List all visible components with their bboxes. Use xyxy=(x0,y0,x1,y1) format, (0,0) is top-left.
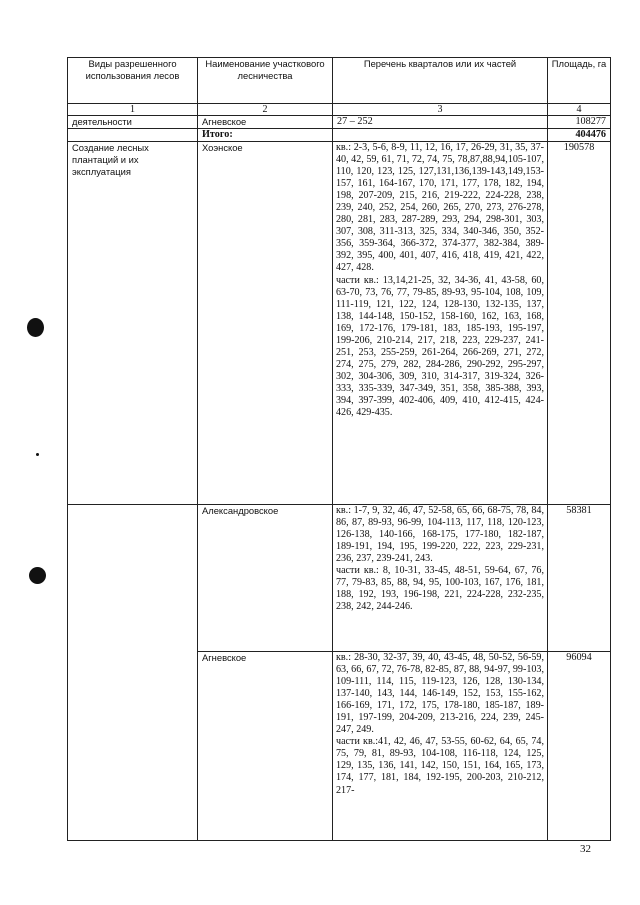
use-type-cell: деятельности xyxy=(68,116,198,129)
forestry-cell: Агневское xyxy=(198,652,333,841)
quarters-cell xyxy=(333,142,548,505)
page-number: 32 xyxy=(580,843,591,855)
quarters-full: кв.: 28-30, 32-37, 39, 40, 43-45, 48, 50-52, 56-59, 63, 66, 67, 72, 76-78, 82-85, 87, 88, 94-97, 99-103, 109-111, 114, 115, 119-123, 126, 128, 130-134, 137-140, 143, 144, 146-149, 152, 153, 155-162, 166-169, 171, 172, 175, 178-180, 185-187, 189-191, 197-199, 204-209, 213-216, 224, 239, 245-247, 249. xyxy=(336,652,544,736)
quarters-cell xyxy=(333,505,548,652)
area-cell: 108277 xyxy=(548,116,611,129)
area-cell: 58381 xyxy=(548,505,611,652)
quarters-partial: части кв.: 8, 10-31, 33-45, 48-51, 59-64, 67, 76, 77, 79-83, 85, 88, 94, 95, 100-103, 167, 176, 181, 188, 192, 193, 196-198, 221, 224-228, 232-235, 238, 242, 244-246. xyxy=(336,565,544,613)
quarters-full: кв.: 2-3, 5-6, 8-9, 11, 12, 16, 17, 26-29, 31, 35, 37-40, 42, 59, 61, 71, 72, 74, 75, 78,87,88,94,105-107, 110, 120, 123, 125, 127,131,136,139-143,149,153-157, 161, 164-167, 170, 171, 177, 178, 182, 194, 198, 207-209, 215, 216, 219-222, 224-228, 238, 239, 240, 252, 254, 260, 265, 270, 273, 276-278, 280, 281, 283, 287-289, 293, 294, 298-301, 303, 307, 308, 311-313, 325, 334, 340-346, 350, 352-356, 359-364, 366-372, 374-377, 382-384, 389-392, 395, 400, 401, 407, 416, 418, 419, 421, 422, 427, 428. xyxy=(336,142,544,274)
forestry-cell: Агневское xyxy=(198,116,333,129)
table-row-total xyxy=(68,129,611,142)
forestry-cell: Александровское xyxy=(198,505,333,652)
column-number: 2 xyxy=(198,104,333,116)
quarters-partial: части кв.: 13,14,21-25, 32, 34-36, 41, 43-58, 60, 63-70, 73, 76, 77, 79-85, 89-93, 95-104, 108, 109, 111-119, 121, 122, 124, 128-130, 132-135, 137, 138, 144-148, 150-152, 158-160, 162, 163, 168, 169, 172-176, 179-181, 183, 185-193, 195-197, 199-206, 210-214, 217, 218, 223, 229-237, 241-251, 253, 255-259, 261-264, 266-269, 271, 272, 274, 275, 279, 282, 284-286, 290-292, 295-297, 302, 304-306, 309, 310, 314-317, 319-324, 326-333, 335-339, 347-349, 351, 358, 385-388, 393, 394, 397-399, 402-406, 409, 410, 412-415, 424-426, 429-435. xyxy=(336,274,544,419)
area-cell: 190578 xyxy=(548,142,611,505)
punch-hole-mark xyxy=(27,318,44,337)
table-row xyxy=(68,505,611,652)
use-type-cell xyxy=(68,129,198,142)
table-row xyxy=(68,142,611,505)
header-use-type: Виды разрешенного использования лесов xyxy=(68,58,198,104)
forest-use-table xyxy=(67,57,611,841)
quarters-cell: 27 – 252 xyxy=(333,116,548,129)
scan-speck-mark xyxy=(36,453,39,456)
area-cell: 96094 xyxy=(548,652,611,841)
column-number: 4 xyxy=(548,104,611,116)
header-area: Площадь, га xyxy=(548,58,611,104)
header-forestry: Наименование участкового лесничества xyxy=(198,58,333,104)
header-quarters: Перечень кварталов или их частей xyxy=(333,58,548,104)
quarters-cell xyxy=(333,129,548,142)
table-row xyxy=(68,116,611,129)
column-number: 1 xyxy=(68,104,198,116)
quarters-partial: части кв.:41, 42, 46, 47, 53-55, 60-62, 64, 65, 74, 75, 79, 81, 89-93, 104-108, 116-118, 124, 125, 129, 135, 136, 141, 142, 150, 151, 164, 165, 173, 174, 177, 181, 184, 192-195, 200-203, 210-212, 217- xyxy=(336,736,544,796)
use-type-cell xyxy=(68,505,198,841)
use-type-cell: Создание лесных плантаций и их эксплуатация xyxy=(68,142,198,505)
table-header-row xyxy=(68,58,611,104)
quarters-cell xyxy=(333,652,548,841)
punch-hole-mark xyxy=(29,567,46,584)
column-number-row xyxy=(68,104,611,116)
quarters-full: кв.: 1-7, 9, 32, 46, 47, 52-58, 65, 66, 68-75, 78, 84, 86, 87, 89-93, 96-99, 104-113, 117, 118, 120-123, 126-138, 140-166, 168-175, 177-180, 182-187, 189-191, 194, 195, 199-220, 222, 223, 229-231, 236, 237, 239-241, 243. xyxy=(336,505,544,565)
column-number: 3 xyxy=(333,104,548,116)
total-area: 404476 xyxy=(548,129,611,142)
total-label: Итого: xyxy=(198,129,333,142)
forestry-cell: Хоэнское xyxy=(198,142,333,505)
